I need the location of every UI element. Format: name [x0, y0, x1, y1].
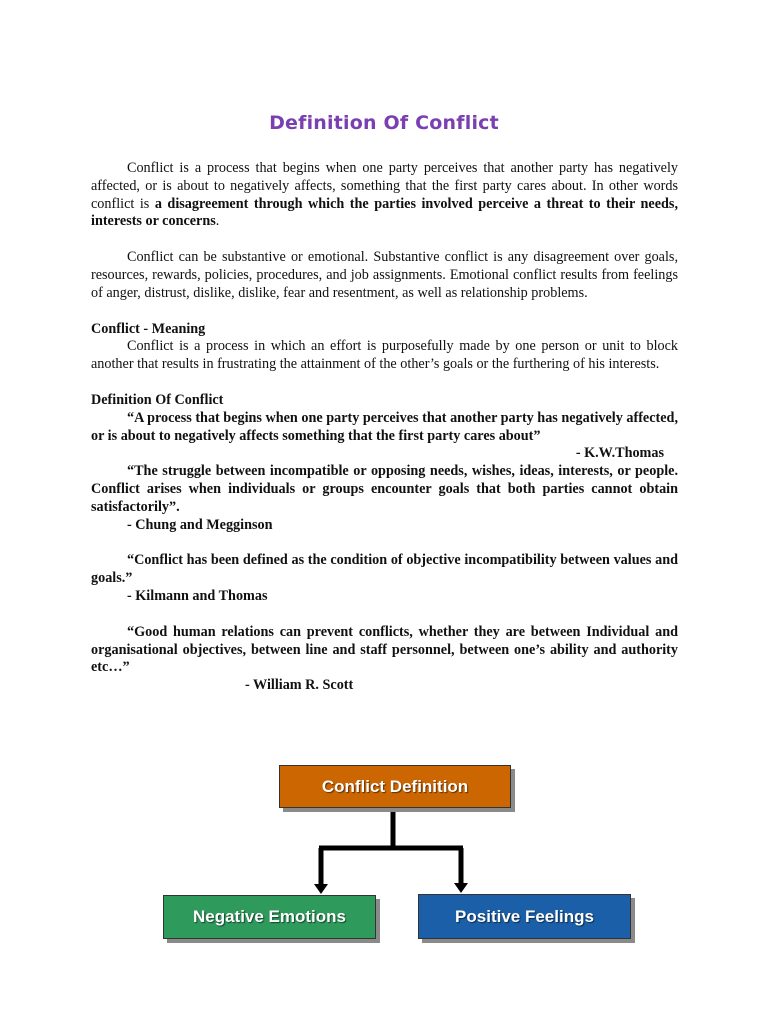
author-thomas: - K.W.Thomas — [575, 445, 664, 462]
arrowhead-right — [454, 883, 468, 893]
document-body — [91, 160, 678, 695]
conflict-definition-box: Conflict Definition — [279, 765, 511, 808]
definitions-heading: Definition Of Conflict — [91, 391, 224, 408]
positive-feelings-box: Positive Feelings — [418, 894, 631, 939]
quote-kilmann: “Conflict has been defined as the condition of objective incompatibility between values and goals.” — [91, 552, 678, 587]
meaning-heading: Conflict - Meaning — [91, 320, 206, 337]
page-title: Definition Of Conflict — [269, 112, 499, 134]
intro-text-b: . — [215, 213, 220, 230]
quote-thomas: “A process that begins when one party perceives that another party has negatively affected, or is about to negatively affects something that the first party cares about” — [91, 409, 678, 444]
author-kilmann: - Kilmann and Thomas — [127, 587, 268, 604]
author-scott: - William R. Scott — [245, 677, 354, 694]
arrowhead-left — [314, 884, 328, 894]
types-paragraph: Conflict can be substantive or emotional. Substantive conflict is any disagreement over goals, resources, rewards, policies, procedures, and job assignments. Emotional conflict results from feelings of anger, distrust, dislike, dislike, fear and resentment, as well as relationship problems. — [91, 249, 678, 301]
author-chung: - Chung and Megginson — [127, 516, 273, 533]
intro-paragraph — [91, 160, 678, 231]
quote-chung: “The struggle between incompatible or opposing needs, wishes, ideas, interests, or people. Conflict arises when individuals or groups encounter goals that both parties cannot obtain satisfactorily”. — [91, 463, 678, 515]
negative-emotions-box: Negative Emotions — [163, 895, 376, 939]
quote-scott: “Good human relations can prevent conflicts, whether they are between Individual and organisational objectives, between line and staff personnel, between one’s ability and authority etc…” — [91, 623, 678, 676]
intro-bold-text: a disagreement through which the parties involved perceive a threat to their needs, interests or concerns — [91, 195, 678, 230]
meaning-paragraph: Conflict is a process in which an effort is purposefully made by one person or unit to block another that results in frustrating the attainment of the other’s goals or the furthering of his interests. — [91, 338, 678, 373]
intro-text-a: Conflict is a process that begins when one party perceives that another party has negatively affected, or is about to negatively affects, something that the first party cares about. In other words conflict is — [91, 160, 678, 212]
